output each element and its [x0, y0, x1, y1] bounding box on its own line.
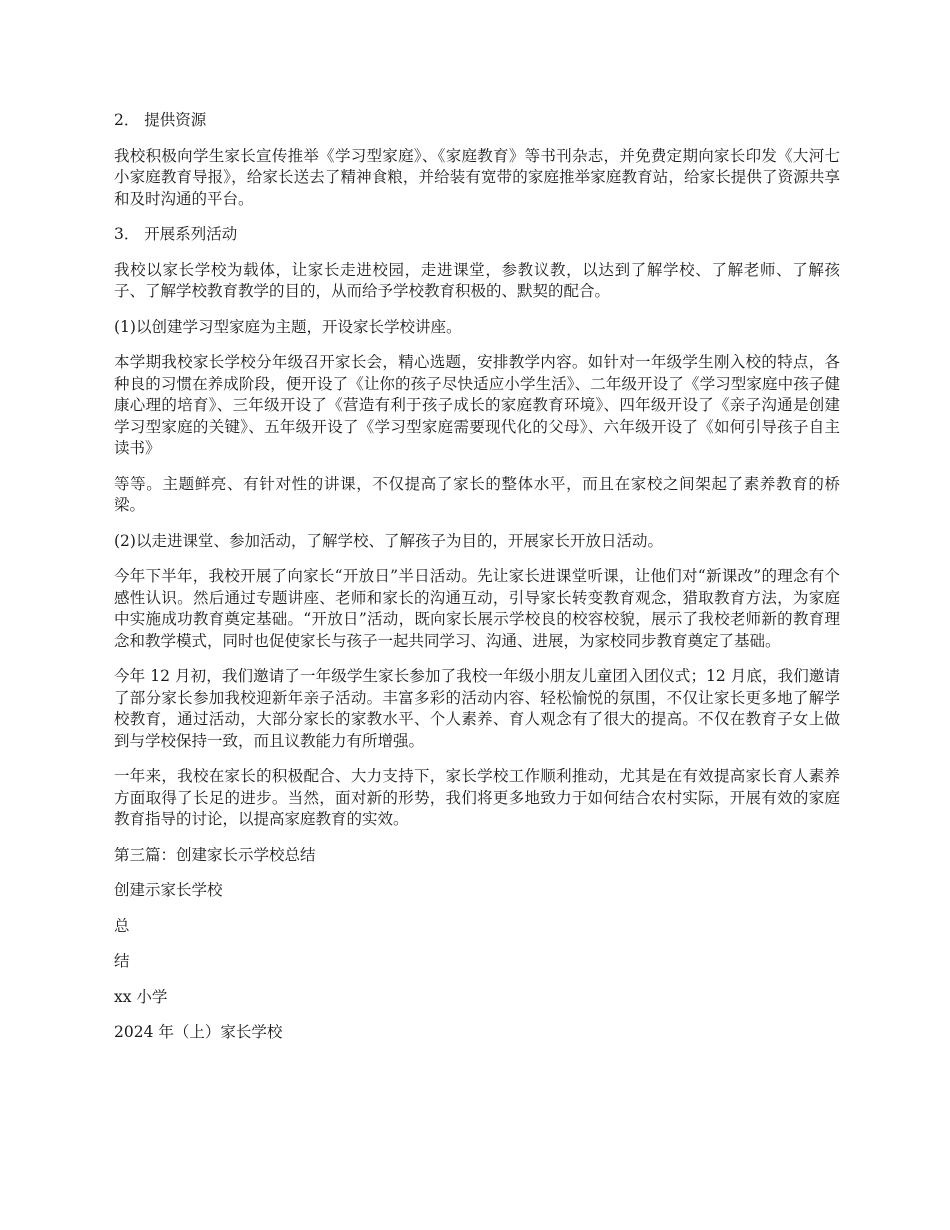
summary-paragraph: 一年来，我校在家长的积极配合、大力支持下，家长学校工作顺利推动，尤其是在有效提高家长育人素养方面取得了长足的进步。当然，面对新的形势，我们将更多地致力于如何结合农村实际，开展有效的家庭教育指导的讨论，以提高家庭教育的实效。 [114, 767, 840, 828]
item-1-heading: (1)以创建学习型家庭为主题，开设家长学校讲座。 [114, 317, 462, 336]
item-2-body: 今年下半年，我校开展了向家长“开放日”半日活动。先让家长进课堂听课，让他们对“新课改”的理念有个感性认识。然后通过专题讲座、老师和家长的沟通互动，引导家长转变教育观念，猎取教育方法，为家庭中实施成功教育奠定基础。“开放日”活动，既向家长展示学校良的校容校貌，展示了我校老师新的教育理念和教学模式，同时也促使家长与孩子一起共同学习、沟通、进展，为家校同步教育奠定了基础。 [114, 567, 840, 650]
december-paragraph: 今年 12 月初，我们邀请了一年级学生家长参加了我校一年级小朋友儿童团入团仪式；12 月底，我们邀请了部分家长参加我校迎新年亲子活动。丰富多彩的活动内容、轻松愉悦的氛围，不仅让家长更多地了解学校教育，通过活动，大部分家长的家教水平、个人素养、育人观念有了很大的提高。不仅在教育子女上做到与学校保持一致，而且议教能力有所增强。 [114, 667, 840, 750]
section-2-heading: 2． 提供资源 [114, 111, 207, 129]
part-3-title: 第三篇：创建家长示学校总结 [114, 845, 316, 864]
part-3-line-1: 创建示家长学校 [114, 881, 223, 899]
document-page [114, 110, 840, 1058]
section-3-heading: 3． 开展系列活动 [114, 225, 238, 243]
item-2-heading: (2)以走进课堂、参加活动，了解学校、了解孩子为目的，开展家长开放日活动。 [114, 531, 663, 550]
part-3-line-3: 结 [114, 952, 130, 970]
part-3-line-4: xx 小学 [114, 987, 168, 1006]
section-2-body: 我校积极向学生家长宣传推举《学习型家庭》、《家庭教育》等书刊杂志，并免费定期向家长印发《大河七小家庭教育导报》，给家长送去了精神食粮，并给装有宽带的家庭推举家庭教育站，给家长提供了资源共享和及时沟通的平台。 [114, 146, 840, 208]
part-3-line-5: 2024 年（上）家长学校 [114, 1023, 283, 1041]
item-1-body: 本学期我校家长学校分年级召开家长会，精心选题，安排教学内容。如针对一年级学生刚入校的特点，各种良的习惯在养成阶段，便开设了《让你的孩子尽快适应小学生活》、二年级开设了《学习型家庭中孩子健康心理的培育》、三年级开设了《营造有利于孩子成长的家庭教育环境》、四年级开设了《亲子沟通是创建学习型家庭的关键》、五年级开设了《学习型家庭需要现代化的父母》、六年级开设了《如何引导孩子自主读书》 [114, 353, 840, 457]
part-3-line-2: 总 [114, 916, 130, 935]
section-3-intro: 我校以家长学校为载体，让家长走进校园，走进课堂，参教议教，以达到了解学校、了解老师、了解孩子、了解学校教育教学的目的，从而给予学校教育积极的、默契的配合。 [114, 260, 840, 300]
item-1-followup: 等等。主题鲜亮、有针对性的讲课，不仅提高了家长的整体水平，而且在家校之间架起了素养教育的桥梁。 [114, 474, 840, 514]
